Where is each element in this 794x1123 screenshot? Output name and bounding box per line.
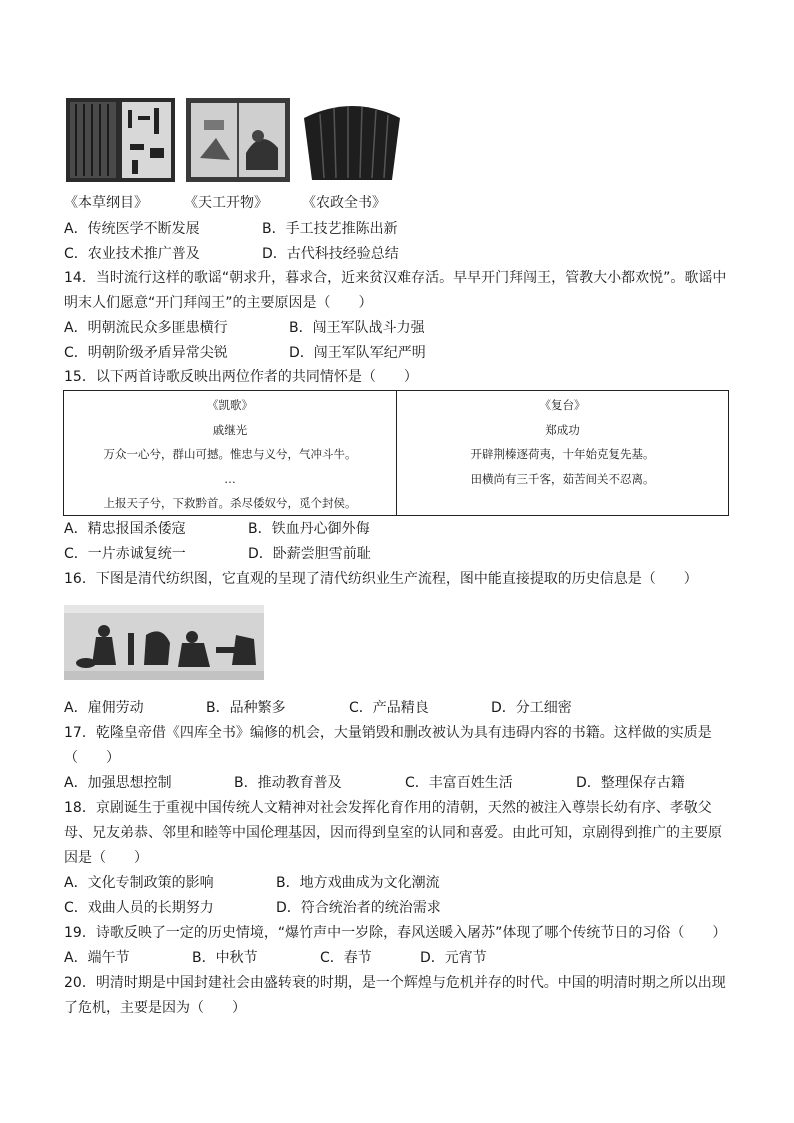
q14-stem-line1: 14．当时流行这样的歌谣“朝求升，暮求合，近来贫汉难存活。早早开门拜闯王，管教大小都欢悦”。歌谣中 (64, 270, 727, 286)
image-caption-nongzheng: 《农政全书》 (302, 195, 386, 211)
q20-stem-line2: 了危机，主要是因为（ ） (64, 1000, 246, 1016)
poem-left-author: 戚继光 (212, 423, 248, 437)
q19-option-b[interactable]: B．中秋节 (192, 950, 258, 966)
q14-option-b[interactable]: B．闯王军队战斗力强 (289, 320, 425, 336)
poem-left-title: 《凯歌》 (207, 398, 253, 412)
poem-table (63, 390, 729, 516)
bencao-gangmu-image (66, 98, 175, 182)
q16-option-a[interactable]: A．雇佣劳动 (64, 700, 144, 716)
poem-left-line1: 万众一心兮，群山可撼。惟忠与义兮，气冲斗牛。 (103, 447, 357, 461)
q14-stem-line2: 明末人们愿意“开门拜闯王”的主要原因是（ ） (64, 295, 373, 311)
q17-option-b[interactable]: B．推动教育普及 (234, 775, 342, 791)
nongzheng-quanshu-image (300, 100, 404, 182)
q18-stem-line1: 18．京剧诞生于重视中国传统人文精神对社会发挥化育作用的清朝，天然的被注入尊崇长幼有序、孝敬父 (64, 800, 712, 816)
q15-option-d[interactable]: D．卧薪尝胆雪前耻 (248, 546, 371, 562)
poem-right-author: 郑成功 (545, 423, 580, 437)
q18-stem-line3: 因是（ ） (64, 850, 148, 866)
tiangong-kaiwu-image (186, 98, 290, 182)
q19-option-d[interactable]: D．元宵节 (420, 950, 487, 966)
q18-option-c[interactable]: C．戏曲人员的长期努力 (64, 900, 214, 916)
q19-stem: 19．诗歌反映了一定的历史情境，“爆竹声中一岁除，春风送暖入屠苏”体现了哪个传统节日的习俗（ ） (64, 925, 727, 941)
q16-option-d[interactable]: D．分工细密 (491, 700, 572, 716)
q18-option-b[interactable]: B．地方戏曲成为文化潮流 (276, 875, 440, 891)
image-caption-tiangong: 《天工开物》 (184, 195, 268, 211)
q19-option-c[interactable]: C．春节 (320, 950, 372, 966)
q15-stem: 15．以下两首诗歌反映出两位作者的共同情怀是（ ） (64, 369, 418, 385)
poem-left-ellipsis: … (224, 472, 236, 486)
poem-right-line1: 开辟荆榛逐荷夷，十年始克复先基。 (470, 447, 655, 461)
q14-option-c[interactable]: C．明朝阶级矛盾异常尖锐 (64, 345, 228, 361)
qing-textile-image (64, 605, 264, 680)
image-caption-bencao: 《本草纲目》 (64, 195, 148, 211)
q17-option-d[interactable]: D．整理保存古籍 (576, 775, 685, 791)
q15-option-c[interactable]: C．一片赤诚复统一 (64, 546, 186, 562)
q20-stem-line1: 20．明清时期是中国封建社会由盛转衰的时期，是一个辉煌与危机并存的时代。中国的明清时期之所以出现 (64, 975, 726, 991)
q14-option-a[interactable]: A．明朝流民众多匪患横行 (64, 320, 228, 336)
q16-option-c[interactable]: C．产品精良 (349, 700, 429, 716)
q13-option-c[interactable]: C．农业技术推广普及 (64, 246, 200, 262)
q17-option-c[interactable]: C．丰富百姓生活 (405, 775, 513, 791)
q13-option-a[interactable]: A．传统医学不断发展 (64, 221, 200, 237)
q17-stem-line1: 17．乾隆皇帝借《四库全书》编修的机会，大量销毁和删改被认为具有违碍内容的书籍。这样做的实质是 (64, 725, 712, 741)
q16-stem: 16．下图是清代纺织图，它直观的呈现了清代纺织业生产流程，图中能直接提取的历史信息是（ ） (64, 571, 698, 587)
q18-stem-line2: 母、兄友弟恭、邻里和睦等中国伦理基因，因而得到皇室的认同和喜爱。由此可知，京剧得到推广的主要原 (64, 825, 722, 841)
q16-option-b[interactable]: B．品种繁多 (206, 700, 286, 716)
q13-option-d[interactable]: D．古代科技经验总结 (262, 246, 399, 262)
q19-option-a[interactable]: A．端午节 (64, 950, 130, 966)
q18-option-a[interactable]: A．文化专制政策的影响 (64, 875, 214, 891)
q15-option-a[interactable]: A．精忠报国杀倭寇 (64, 521, 186, 537)
q17-stem-line2: （ ） (64, 750, 120, 766)
q15-option-b[interactable]: B．铁血丹心御外侮 (248, 521, 370, 537)
q13-option-b[interactable]: B．手工技艺推陈出新 (262, 221, 398, 237)
q14-option-d[interactable]: D．闯王军队军纪严明 (289, 345, 426, 361)
poem-right-title: 《复台》 (539, 398, 586, 412)
q18-option-d[interactable]: D．符合统治者的统治需求 (276, 900, 441, 916)
q17-option-a[interactable]: A．加强思想控制 (64, 775, 172, 791)
poem-left-line2: 上报天子兮，下救黔首。杀尽倭奴兮，觅个封侯。 (103, 496, 357, 510)
poem-right-line2: 田横尚有三千客，茹苦间关不忍离。 (470, 472, 655, 486)
